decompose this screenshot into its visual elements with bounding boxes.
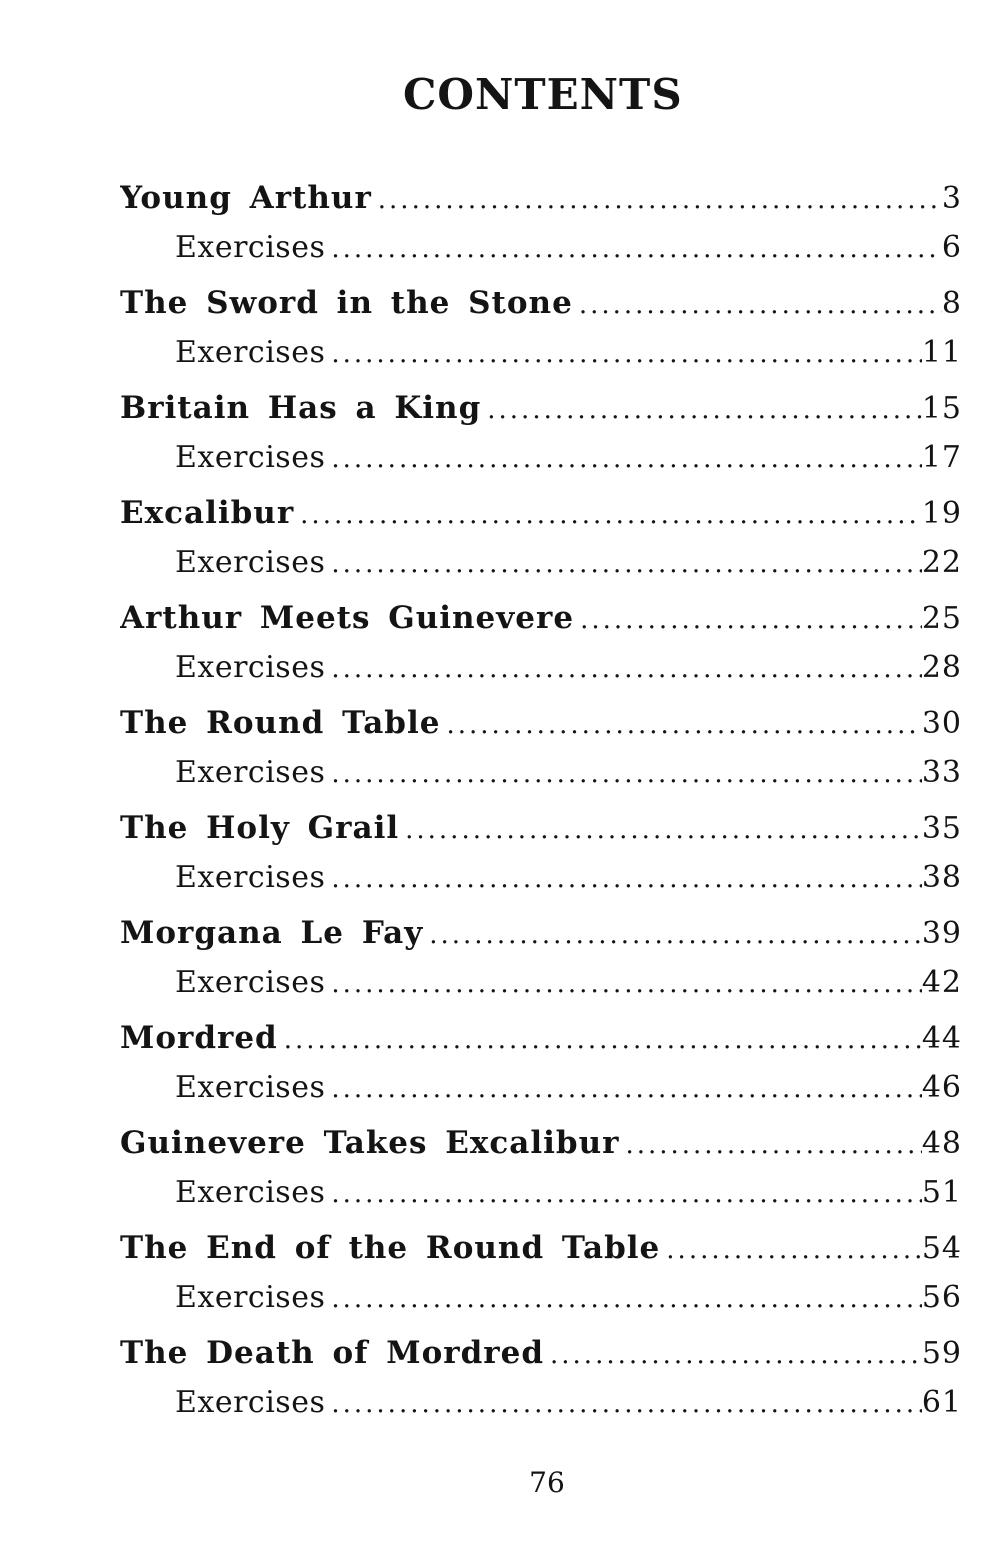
- toc-entry-title: The Death of Mordred: [120, 1335, 545, 1371]
- toc-entry-page: 25: [921, 601, 962, 636]
- dot-leader: [294, 500, 922, 530]
- toc-entry-page: 59: [921, 1336, 962, 1371]
- toc-entry-page: 38: [921, 860, 962, 895]
- dot-leader: [423, 920, 922, 950]
- toc-entry-page: 42: [921, 965, 962, 1000]
- toc-entry-chapter: [120, 1335, 962, 1371]
- toc-entry-title: Exercises: [175, 230, 326, 265]
- toc-entry-chapter: [120, 1020, 962, 1056]
- page-title: CONTENTS: [403, 70, 683, 119]
- toc-entry-page: 56: [921, 1280, 962, 1315]
- dot-leader: [619, 1130, 921, 1160]
- toc-entry-exercises: [175, 1070, 962, 1105]
- dot-leader: [372, 185, 942, 215]
- toc-entry-page: 61: [921, 1385, 962, 1420]
- dot-leader: [325, 444, 921, 474]
- toc-entry-title: The Round Table: [120, 705, 441, 741]
- toc-entry-page: 3: [941, 181, 962, 216]
- toc-entry-title: Exercises: [175, 860, 326, 895]
- dot-leader: [573, 290, 942, 320]
- toc-entry-chapter: [120, 285, 962, 321]
- toc-entry-chapter: [120, 810, 962, 846]
- dot-leader: [325, 654, 921, 684]
- toc-entry-chapter: [120, 1230, 962, 1266]
- toc-entry-chapter: [120, 600, 962, 636]
- toc-entry-title: Exercises: [175, 1385, 326, 1420]
- toc-entry-exercises: [175, 335, 962, 370]
- toc-entry-title: Arthur Meets Guinevere: [120, 600, 575, 636]
- toc-entry-exercises: [175, 965, 962, 1000]
- toc-entry-title: Exercises: [175, 650, 326, 685]
- toc-entry-page: 39: [921, 916, 962, 951]
- dot-leader: [325, 1179, 921, 1209]
- dot-leader: [481, 395, 922, 425]
- toc-entry-exercises: [175, 650, 962, 685]
- toc-entry-title: The Sword in the Stone: [120, 285, 573, 321]
- toc-entry-title: Exercises: [175, 335, 326, 370]
- dot-leader: [325, 549, 921, 579]
- toc-entry-chapter: [120, 915, 962, 951]
- toc-entry-exercises: [175, 1385, 962, 1420]
- dot-leader: [325, 234, 942, 264]
- toc-entry-exercises: [175, 545, 962, 580]
- toc-entry-page: 6: [941, 230, 962, 265]
- toc-entry-page: 28: [921, 650, 962, 685]
- page-number: 76: [529, 1466, 565, 1499]
- toc-entry-page: 8: [941, 286, 962, 321]
- toc-entry-page: 48: [921, 1126, 962, 1161]
- toc-entry-title: Exercises: [175, 545, 326, 580]
- toc-entry-page: 30: [921, 706, 962, 741]
- toc-entry-exercises: [175, 1175, 962, 1210]
- toc-entry-chapter: [120, 390, 962, 426]
- toc-entry-chapter: [120, 180, 962, 216]
- dot-leader: [325, 1074, 921, 1104]
- toc-entry-page: 33: [921, 755, 962, 790]
- toc-entry-title: Mordred: [120, 1020, 278, 1056]
- toc-entry-title: Excalibur: [120, 495, 295, 531]
- dot-leader: [660, 1235, 922, 1265]
- toc-entry-title: Britain Has a King: [120, 390, 482, 426]
- toc-entry-chapter: [120, 1125, 962, 1161]
- toc-entry-title: Morgana Le Fay: [120, 915, 424, 951]
- toc-entry-title: Exercises: [175, 755, 326, 790]
- toc-entry-page: 51: [921, 1175, 962, 1210]
- toc-entry-exercises: [175, 230, 962, 265]
- toc-entry-chapter: [120, 705, 962, 741]
- toc-entry-title: Exercises: [175, 1280, 326, 1315]
- dot-leader: [325, 1284, 921, 1314]
- toc-entry-title: Guinevere Takes Excalibur: [120, 1125, 620, 1161]
- toc-entry-title: Exercises: [175, 965, 326, 1000]
- toc-entry-page: 35: [921, 811, 962, 846]
- dot-leader: [399, 815, 922, 845]
- toc-entry-page: 19: [921, 496, 962, 531]
- toc-entry-title: Exercises: [175, 1175, 326, 1210]
- toc-entry-page: 46: [921, 1070, 962, 1105]
- toc-entry-title: Exercises: [175, 440, 326, 475]
- toc-entry-exercises: [175, 440, 962, 475]
- toc-entry-page: 22: [921, 545, 962, 580]
- toc-entry-page: 11: [921, 335, 962, 370]
- toc-entry-page: 15: [921, 391, 962, 426]
- toc-entry-title: The Holy Grail: [120, 810, 400, 846]
- dot-leader: [440, 710, 921, 740]
- toc-entry-exercises: [175, 755, 962, 790]
- toc-entry-exercises: [175, 1280, 962, 1315]
- toc-entry-title: Exercises: [175, 1070, 326, 1105]
- dot-leader: [278, 1025, 922, 1055]
- dot-leader: [325, 759, 921, 789]
- dot-leader: [325, 1389, 921, 1419]
- toc-entry-title: Young Arthur: [120, 180, 372, 216]
- toc-entry-exercises: [175, 860, 962, 895]
- dot-leader: [325, 864, 921, 894]
- dot-leader: [574, 605, 922, 635]
- toc-entry-page: 44: [921, 1021, 962, 1056]
- toc-entry-chapter: [120, 495, 962, 531]
- toc-entry-title: The End of the Round Table: [120, 1230, 661, 1266]
- toc-entry-page: 54: [921, 1231, 962, 1266]
- dot-leader: [325, 339, 921, 369]
- dot-leader: [544, 1340, 922, 1370]
- dot-leader: [325, 969, 921, 999]
- toc-entry-page: 17: [921, 440, 962, 475]
